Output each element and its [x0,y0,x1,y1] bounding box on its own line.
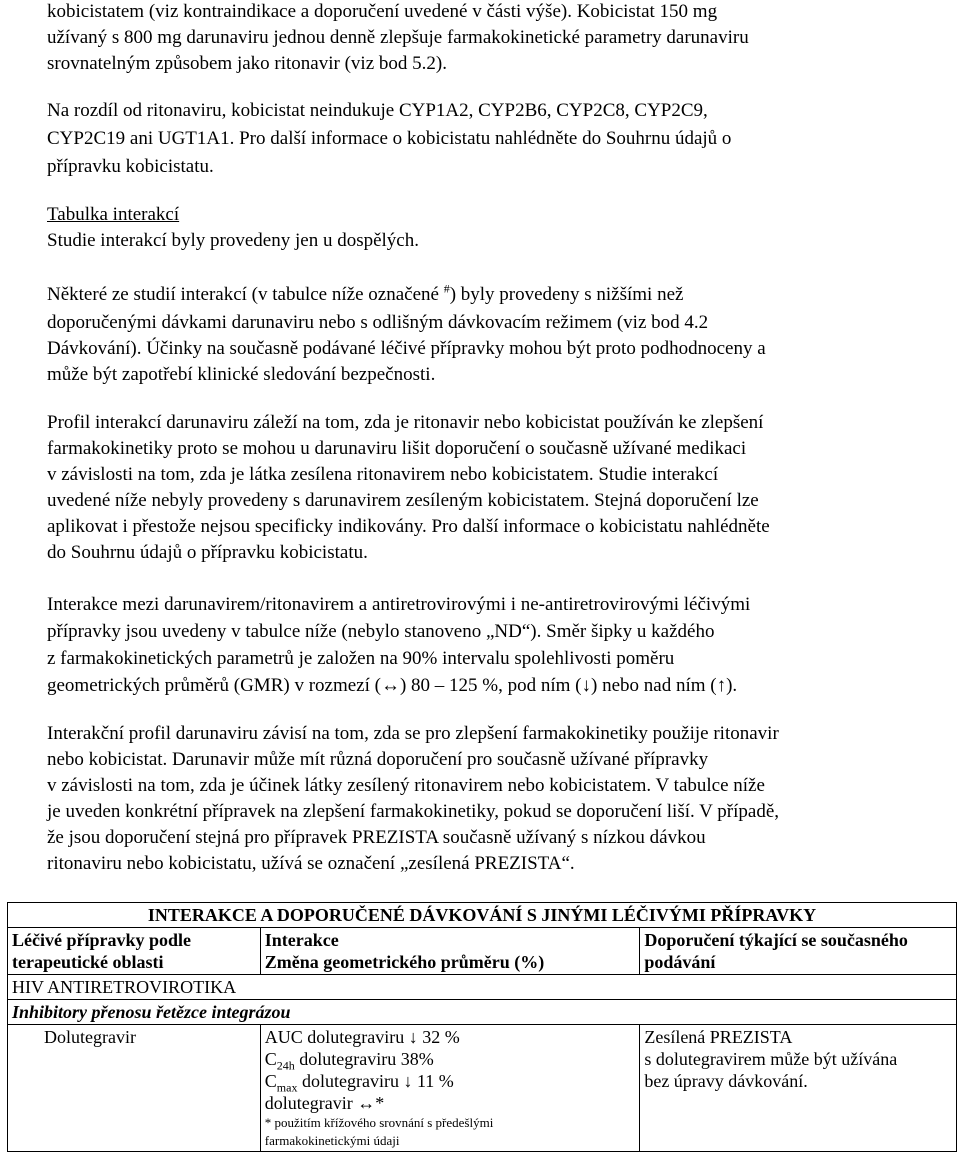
para6-line-6: ritonaviru nebo kobicistatu, užívá se označení „zesílená PREZISTA“. [47,853,575,874]
table-heading: Tabulka interakcí [47,204,180,225]
recommendation-line-1: Zesílená PREZISTA [644,1027,793,1047]
para5-line-2: přípravky jsou uvedeny v tabulce níže (nebylo stanoveno „ND“). Směr šipky u každého [47,621,715,642]
para4-line-3: v závislosti na tom, zda je látka zesílena ritonavirem nebo kobicistatem. Studie interakcí [47,464,719,485]
para6-line-3: v závislosti na tom, zda je účinek látky zesílený ritonavirem nebo kobicistatem. V tabulce níže [47,775,765,796]
para5-line-3: z farmakokinetických parametrů je založen na 90% intervalu spolehlivosti poměru [47,648,675,669]
para5-line-1: Interakce mezi darunavirem/ritonavirem a antiretrovirovými i ne-antiretrovirovými léčivými [47,594,751,615]
hash-marker: # [443,281,450,296]
header-recommendation-line-2: podávání [644,952,716,972]
header-drug-class [8,928,261,975]
c24-prefix: C [264,1049,277,1069]
interaction-cell [260,1025,640,1152]
para6-line-4: je uveden konkrétní přípravek na zlepšení farmakokinetiky, pokud se doporučení liší. V případě, [47,801,780,822]
para2-line-1: Na rozdíl od ritonaviru, kobicistat neindukuje CYP1A2, CYP2B6, CYP2C8, CYP2C9, [47,100,708,121]
para2-line-3: přípravku kobicistatu. [47,156,214,177]
section-row [8,975,957,1000]
cmax-value [264,1070,636,1095]
header-interaction-line-2: Změna geometrického průměru (%) [264,952,545,972]
drug-name: Dolutegravir [8,1025,261,1152]
para3-line-1b: ) byly provedeny s nižšími než [449,284,684,305]
footnote-line-1: * použitím křížového srovnání s předešlými [264,1115,494,1130]
para2-line-2: CYP2C19 ani UGT1A1. Pro další informace o kobicistatu nahlédněte do Souhrnu údajů o [47,128,732,149]
cmax-sub: max [276,1080,298,1095]
para6-line-1: Interakční profil darunaviru závisí na tom, zda se pro zlepšení farmakokinetiky použije ritonavir [47,723,779,744]
recommendation-line-2: s dolutegravirem může být užívána [644,1049,898,1069]
subsection-row [8,1000,957,1025]
para5-line-4: geometrických průměrů (GMR) v rozmezí (↔) 80 – 125 %, pod ním (↓) nebo nad ním (↑). [47,675,738,696]
header-recommendation [640,928,957,975]
para1-line-3: srovnatelným způsobem jako ritonavir (viz bod 5.2). [47,53,447,74]
adults-note: Studie interakcí byly provedeny jen u dospělých. [47,230,419,251]
dolutegravir-change: dolutegravir ↔* [264,1093,385,1113]
para3-line-4: může být zapotřebí klinické sledování bezpečnosti. [47,364,436,385]
table-title: INTERAKCE A DOPORUČENÉ DÁVKOVÁNÍ S JINÝMI LÉČIVÝMI PŘÍPRAVKY [8,903,957,928]
para6-line-2: nebo kobicistat. Darunavir může mít různá doporučení pro současně užívané přípravky [47,749,709,770]
para3-line-1a: Některé ze studií interakcí (v tabulce níže označené [47,284,444,305]
footnote-line-2: farmakokinetickými údaji [264,1133,400,1148]
c24-rest: dolutegraviru 38% [294,1049,434,1069]
para3-line-2: doporučenými dávkami darunaviru nebo s odlišným dávkovacím režimem (viz bod 4.2 [47,312,709,333]
interactions-table [7,902,957,1152]
para1-line-2: užívaný s 800 mg darunaviru jednou denně zlepšuje farmakokinetické parametry darunaviru [47,27,749,48]
para4-line-6: do Souhrnu údajů o přípravku kobicistatu. [47,542,368,563]
para1-line-1: kobicistatem (viz kontraindikace a doporučení uvedené v části výše). Kobicistat 150 mg [47,1,718,22]
recommendation-line-3: bez úpravy dávkování. [644,1071,808,1091]
section-title: HIV ANTIRETROVIROTIKA [8,975,957,1000]
c24-value [264,1048,636,1073]
auc-value: AUC dolutegraviru ↓ 32 % [264,1027,460,1047]
para4-line-2: farmakokinetiky proto se mohou u darunaviru lišit doporučení o současně užívané medikaci [47,438,747,459]
para3-line-1 [47,283,683,307]
para4-line-1: Profil interakcí darunaviru záleží na tom, zda je ritonavir nebo kobicistat používán ke zlepšení [47,412,764,433]
header-recommendation-line-1: Doporučení týkající se současného [644,930,908,950]
para3-line-3: Dávkování). Účinky na současně podávané léčivé přípravky mohou být proto podhodnoceny a [47,338,766,359]
header-drug-class-line-1: Léčivé přípravky podle [12,930,191,950]
para4-line-5: aplikovat i přestože nejsou specificky indikovány. Pro další informace o kobicistatu nahlédněte [47,516,770,537]
table-row [8,1025,957,1152]
cmax-prefix: C [264,1071,277,1091]
c24-sub: 24h [276,1058,295,1073]
para4-line-4: uvedené níže nebyly provedeny s darunavirem zesíleným kobicistatem. Stejná doporučení lze [47,490,759,511]
header-drug-class-line-2: terapeutické oblasti [12,952,164,972]
header-interaction-line-1: Interakce [264,930,339,950]
cmax-rest: dolutegraviru ↓ 11 % [297,1071,454,1091]
header-interaction [260,928,640,975]
table-title-row [8,903,957,928]
table-header-row [8,928,957,975]
subsection-title: Inhibitory přenosu řetězce integrázou [8,1000,957,1025]
recommendation-cell [640,1025,957,1152]
para6-line-5: že jsou doporučení stejná pro přípravek PREZISTA současně užívaný s nízkou dávkou [47,827,706,848]
